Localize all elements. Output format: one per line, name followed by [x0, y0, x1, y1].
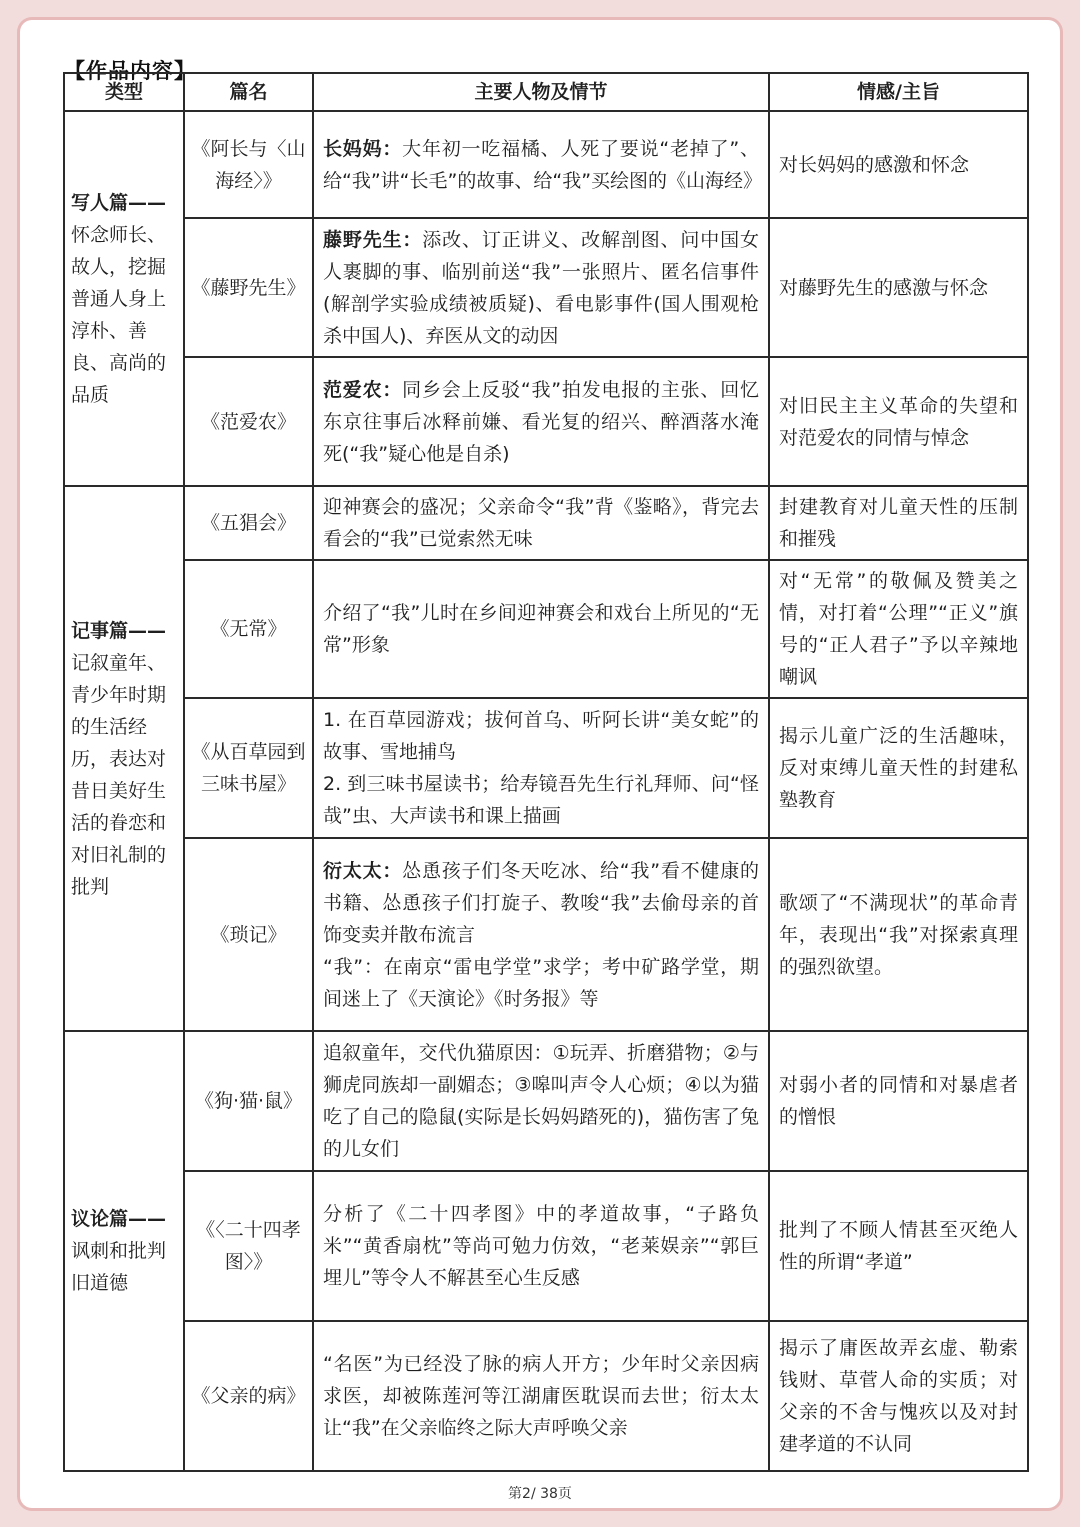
plot-cell [313, 486, 769, 560]
work-title: 《藤野先生》 [184, 218, 313, 357]
category-cell [64, 486, 184, 1031]
plot-text: 分析了《二十四孝图》中的孝道故事，“子路负米”“黄香扇枕”等尚可勉力仿效，“老莱娱亲”“郭巨埋儿”等令人不解甚至心生反感 [323, 1203, 759, 1289]
plot-text: “名医”为已经没了脉的病人开方；少年时父亲因病求医，却被陈莲河等江湖庸医耽误而去世；衍太太让“我”在父亲临终之际大声呼唤父亲 [323, 1353, 759, 1439]
theme-cell: 对旧民主主义革命的失望和对范爱农的同情与悼念 [769, 357, 1028, 486]
table-row [64, 1031, 1028, 1171]
table-row [64, 698, 1028, 838]
plot-text: 怂恿孩子们冬天吃冰、给“我”看不健康的书籍、怂恿孩子们打旋子、教唆“我”去偷母亲的首饰变卖并散布流言 “我”：在南京“雷电学堂”求学；考中矿路学堂，期间迷上了《天演论》《时务报》等 [323, 859, 759, 1010]
plot-text: 追叙童年，交代仇猫原因：①玩弄、折磨猎物；②与狮虎同族却一副媚态；③嗥叫声令人心烦；④以为猫吃了自己的隐鼠(实际是长妈妈踏死的)，猫伤害了兔的儿女们 [323, 1042, 759, 1160]
plot-cell [313, 1321, 769, 1471]
category-head: 议论篇—— [71, 1208, 167, 1230]
theme-cell: 封建教育对儿童天性的压制和摧残 [769, 486, 1028, 560]
theme-cell: 对藤野先生的感激与怀念 [769, 218, 1028, 357]
header-type: 类型 [64, 73, 184, 111]
work-title: 《父亲的病》 [184, 1321, 313, 1471]
table-row [64, 486, 1028, 560]
theme-cell: 对“无常”的敬佩及赞美之情，对打着“公理”“正义”旗号的“正人君子”予以辛辣地嘲讽 [769, 560, 1028, 698]
header-theme: 情感/主旨 [769, 73, 1028, 111]
table-row [64, 838, 1028, 1031]
plot-text: 介绍了“我”儿时在乡间迎神赛会和戏台上所见的“无常”形象 [323, 602, 759, 656]
plot-cell [313, 357, 769, 486]
category-cell [64, 111, 184, 486]
header-plot: 主要人物及情节 [313, 73, 769, 111]
plot-text: 大年初一吃福橘、人死了要说“老掉了”、给“我”讲“长毛”的故事、给“我”买绘图的《山海经》 [323, 137, 763, 192]
plot-cell [313, 838, 769, 1031]
table-row [64, 218, 1028, 357]
table-header-row [64, 73, 1028, 111]
page-number: 第2/ 38页 [508, 1486, 572, 1502]
theme-cell: 揭示儿童广泛的生活趣味，反对束缚儿童天性的封建私塾教育 [769, 698, 1028, 838]
table-row [64, 111, 1028, 218]
theme-cell: 批判了不顾人情甚至灭绝人性的所谓“孝道” [769, 1171, 1028, 1321]
character-name: 长妈妈： [323, 137, 403, 160]
category-head: 写人篇—— [71, 191, 167, 214]
theme-cell: 对长妈妈的感激和怀念 [769, 111, 1028, 218]
table-row [64, 1171, 1028, 1321]
plot-text: 1. 在百草园游戏；拔何首乌、听阿长讲“美女蛇”的故事、雪地捕鸟 2. 到三味书屋读书；给寿镜吾先生行礼拜师、问“怪哉”虫、大声读书和课上描画 [323, 709, 759, 827]
plot-cell [313, 111, 769, 218]
category-desc: 讽刺和批判旧道德 [71, 1240, 167, 1294]
work-title: 《从百草园到三味书屋》 [184, 698, 313, 838]
work-title: 《无常》 [184, 560, 313, 698]
header-title: 篇名 [184, 73, 313, 111]
work-title: 《琐记》 [184, 838, 313, 1031]
theme-cell: 歌颂了“不满现状”的革命青年，表现出“我”对探索真理的强烈欲望。 [769, 838, 1028, 1031]
plot-cell [313, 218, 769, 357]
category-head: 记事篇—— [71, 619, 167, 642]
plot-cell [313, 560, 769, 698]
section-title: 【作品内容】 [64, 59, 196, 83]
category-desc: 记叙童年、青少年时期的生活经历，表达对昔日美好生活的眷恋和对旧礼制的批判 [71, 651, 167, 898]
character-name: 范爱农： [323, 378, 403, 401]
plot-text: 添改、订正讲义、改解剖图、问中国女人裹脚的事、临别前送“我”一张照片、匿名信事件(解剖学实验成绩被质疑)、看电影事件(国人围观枪杀中国人)、弃医从文的动因 [323, 228, 759, 347]
table-row [64, 1321, 1028, 1471]
work-title: 《阿长与〈山海经〉》 [184, 111, 313, 218]
plot-cell [313, 698, 769, 838]
work-title: 《五猖会》 [184, 486, 313, 560]
plot-text: 迎神赛会的盛况；父亲命令“我”背《鉴略》，背完去看会的“我”已觉索然无味 [323, 496, 759, 550]
document-page [20, 20, 1060, 1508]
table-row [64, 357, 1028, 486]
character-name: 衍太太： [323, 859, 403, 882]
plot-cell [313, 1031, 769, 1171]
theme-cell: 揭示了庸医故弄玄虚、勒索钱财、草菅人命的实质；对父亲的不舍与愧疚以及对封建孝道的不认同 [769, 1321, 1028, 1471]
work-title: 《范爱农》 [184, 357, 313, 486]
work-title: 《狗·猫·鼠》 [184, 1031, 313, 1171]
works-table [63, 72, 1029, 1472]
plot-cell [313, 1171, 769, 1321]
category-desc: 怀念师长、故人，挖掘普通人身上淳朴、善良、高尚的品质 [71, 223, 167, 406]
category-cell [64, 1031, 184, 1471]
plot-text: 同乡会上反驳“我”拍发电报的主张、回忆东京往事后冰释前嫌、看光复的绍兴、醉酒落水淹死(“我”疑心他是自杀) [323, 378, 759, 465]
work-title: 《〈二十四孝图〉》 [184, 1171, 313, 1321]
theme-cell: 对弱小者的同情和对暴虐者的憎恨 [769, 1031, 1028, 1171]
character-name: 藤野先生： [323, 228, 423, 251]
table-row [64, 560, 1028, 698]
